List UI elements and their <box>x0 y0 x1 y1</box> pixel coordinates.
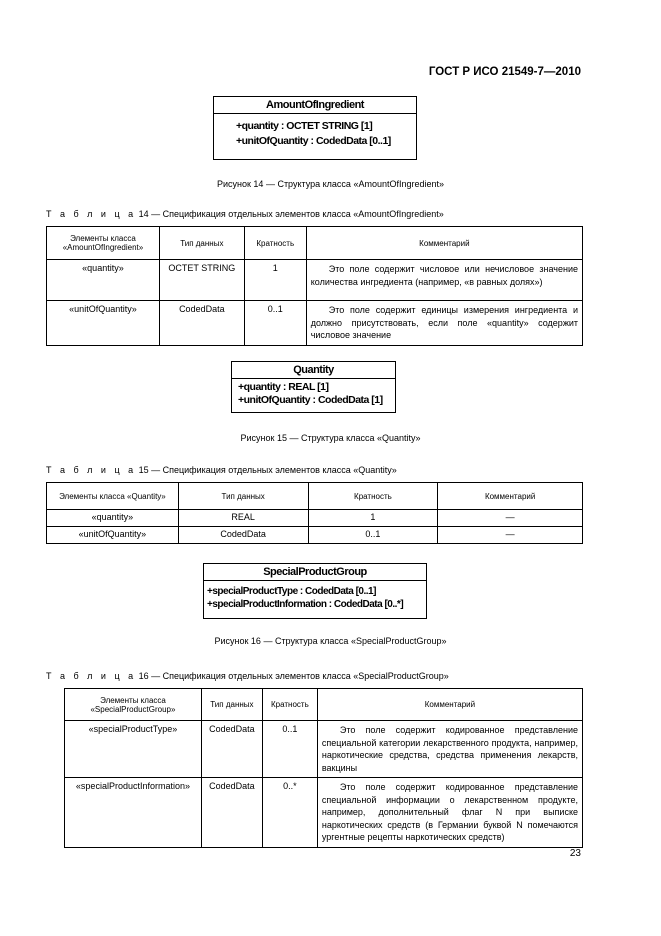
table-cell: «unitOfQuantity» <box>47 301 160 346</box>
table-header: Комментарий <box>438 483 583 510</box>
table-cell: CodedData <box>178 527 308 544</box>
table-caption-prefix: Т а б л и ц а <box>46 209 137 219</box>
table-cell: «unitOfQuantity» <box>47 527 179 544</box>
uml-class-name: Quantity <box>232 362 395 379</box>
table-cell: CodedData <box>159 301 244 346</box>
table-15 <box>46 482 583 544</box>
uml-attribute: +unitOfQuantity : CodedData [0..1] <box>236 135 391 147</box>
table-header: Тип данных <box>159 227 244 260</box>
table-cell: «specialProductType» <box>65 721 202 778</box>
document-header: ГОСТ Р ИСО 21549-7—2010 <box>428 66 581 78</box>
table-14 <box>46 226 583 346</box>
uml-class-amount-of-ingredient <box>213 96 417 160</box>
table-cell: «quantity» <box>47 260 160 301</box>
table-cell: 1 <box>244 260 306 301</box>
table-row <box>47 260 583 301</box>
table-row <box>47 301 583 346</box>
table-cell: Это поле содержит числовое или нечисловое значение количества ингредиента (например, «в равных долях») <box>306 260 582 301</box>
table-cell: 0..1 <box>308 527 438 544</box>
table-header: Комментарий <box>306 227 582 260</box>
table-header: Кратность <box>262 689 317 721</box>
table-header: Элементы класса «AmountOfIngredient» <box>47 227 160 260</box>
table-cell: OCTET STRING <box>159 260 244 301</box>
table-header: Кратность <box>244 227 306 260</box>
uml-class-name: AmountOfIngredient <box>214 97 416 114</box>
table-caption <box>46 209 444 219</box>
table-cell: Это поле содержит кодированное представление специальной информации о лекарственном продукте, например, дополнительный флаг N при выписке наркотических средств (в Германии буквой N помечаются ургентные рецепты наркотических средств) <box>317 778 582 848</box>
table-cell: REAL <box>178 510 308 527</box>
table-cell: 0..* <box>262 778 317 848</box>
table-row <box>47 510 583 527</box>
uml-class-quantity <box>231 361 396 413</box>
table-cell: «quantity» <box>47 510 179 527</box>
table-caption <box>46 465 397 475</box>
table-row <box>65 778 583 848</box>
table-cell: 1 <box>308 510 438 527</box>
table-cell: 0..1 <box>244 301 306 346</box>
uml-class-special-product-group <box>203 563 427 619</box>
figure-caption: Рисунок 16 — Структура класса «SpecialProductGroup» <box>214 636 447 646</box>
table-cell: Это поле содержит кодированное представление специальной категории лекарственного продукта, например, наркотические средства, средства применения лекарств, вакцины <box>317 721 582 778</box>
table-cell: — <box>438 510 583 527</box>
table-caption-text: 14 — Спецификация отдельных элементов класса «AmountOfIngredient» <box>136 209 444 219</box>
table-caption-prefix: Т а б л и ц а <box>46 671 137 681</box>
table-cell: «specialProductInformation» <box>65 778 202 848</box>
uml-class-name: SpecialProductGroup <box>204 564 426 581</box>
table-header: Тип данных <box>178 483 308 510</box>
table-cell: CodedData <box>201 778 262 848</box>
table-header: Элементы класса «Quantity» <box>47 483 179 510</box>
table-caption <box>46 671 449 681</box>
table-caption-text: 16 — Спецификация отдельных элементов класса «SpecialProductGroup» <box>136 671 449 681</box>
table-header: Тип данных <box>201 689 262 721</box>
table-header: Комментарий <box>317 689 582 721</box>
table-cell: CodedData <box>201 721 262 778</box>
uml-attribute: +quantity : REAL [1] <box>238 381 329 393</box>
uml-attribute: +specialProductType : CodedData [0..1] <box>207 586 376 597</box>
table-cell: Это поле содержит единицы измерения ингредиента и должно присутствовать, если поле «quantity» содержит числовое значение <box>306 301 582 346</box>
table-caption-text: 15 — Спецификация отдельных элементов класса «Quantity» <box>136 465 397 475</box>
uml-attribute: +unitOfQuantity : CodedData [1] <box>238 394 383 406</box>
table-cell: — <box>438 527 583 544</box>
figure-caption: Рисунок 14 — Структура класса «AmountOfIngredient» <box>216 179 444 189</box>
table-header: Кратность <box>308 483 438 510</box>
uml-attribute: +specialProductInformation : CodedData [0..*] <box>207 599 404 610</box>
table-row <box>47 527 583 544</box>
table-row <box>65 721 583 778</box>
page-number: 23 <box>569 848 581 859</box>
uml-attribute: +quantity : OCTET STRING [1] <box>236 120 373 132</box>
figure-caption: Рисунок 15 — Структура класса «Quantity» <box>240 433 421 443</box>
table-16 <box>64 688 583 848</box>
table-header: Элементы класса «SpecialProductGroup» <box>65 689 202 721</box>
table-cell: 0..1 <box>262 721 317 778</box>
table-caption-prefix: Т а б л и ц а <box>46 465 137 475</box>
